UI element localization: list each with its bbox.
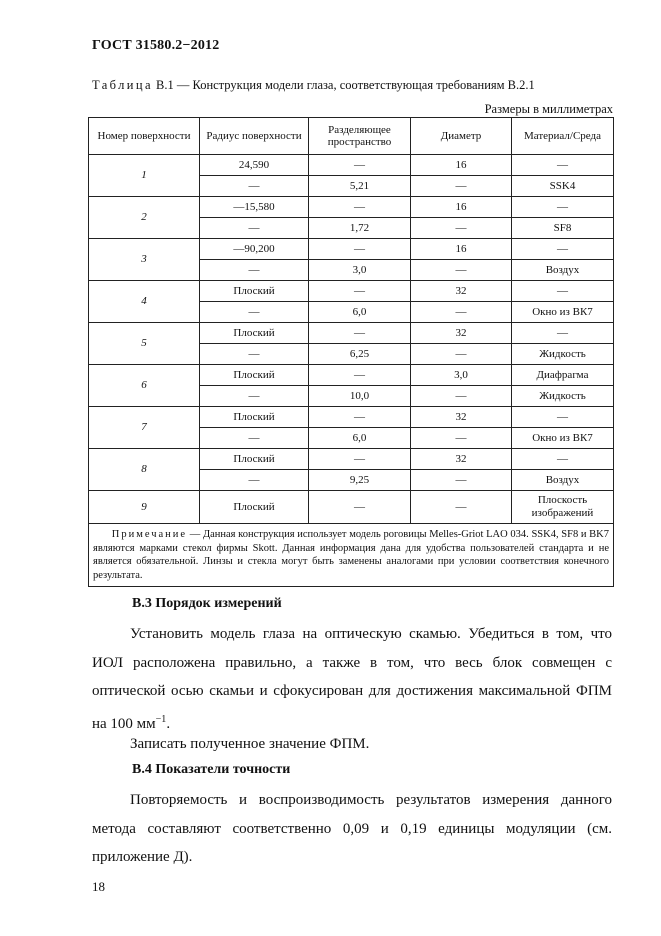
table-body	[89, 155, 614, 587]
table-row	[89, 197, 614, 218]
table-row	[89, 449, 614, 470]
table-cell: —	[200, 176, 309, 197]
table-note	[89, 524, 614, 587]
table-cell: —	[200, 302, 309, 323]
table-caption-text: В.1 — Конструкция модели глаза, соответствующая требованиям В.2.1	[152, 78, 535, 92]
surface-number-cell: 5	[89, 323, 200, 365]
table-cell: 9,25	[309, 470, 411, 491]
table-row	[89, 365, 614, 386]
table-cell: —	[411, 428, 512, 449]
table-cell: —	[411, 260, 512, 281]
eye-model-table	[88, 117, 614, 587]
table-cell: 3,0	[309, 260, 411, 281]
surface-number-cell: 3	[89, 239, 200, 281]
document-header: ГОСТ 31580.2−2012	[92, 38, 220, 53]
table-cell: —	[200, 428, 309, 449]
table-cell: 32	[411, 281, 512, 302]
table-cell: 16	[411, 155, 512, 176]
column-header: Номер поверхности	[89, 118, 200, 155]
table-cell: 1,72	[309, 218, 411, 239]
table-cell: —	[200, 218, 309, 239]
table-cell: —	[309, 197, 411, 218]
table-cell: 6,25	[309, 344, 411, 365]
table-row	[89, 323, 614, 344]
table-cell: —	[512, 323, 614, 344]
table-cell: —	[309, 323, 411, 344]
table-cell: 6,0	[309, 428, 411, 449]
table-cell: —	[512, 155, 614, 176]
table-cell: Плоский	[200, 365, 309, 386]
table-cell: SSK4	[512, 176, 614, 197]
units-note: Размеры в миллиметрах	[484, 102, 613, 116]
table-cell: 32	[411, 449, 512, 470]
column-header: Радиус поверхности	[200, 118, 309, 155]
section-b3-title: В.3 Порядок измерений	[132, 596, 282, 611]
table-cell: —	[512, 407, 614, 428]
table-cell: 24,590	[200, 155, 309, 176]
surface-number-cell: 2	[89, 197, 200, 239]
table-cell: SF8	[512, 218, 614, 239]
table-cell: Жидкость	[512, 344, 614, 365]
section-b3-paragraph-1	[92, 620, 612, 738]
table-cell: —	[309, 155, 411, 176]
page-number: 18	[92, 879, 105, 894]
table-cell: Плоскость изображений	[512, 491, 614, 524]
section-b4-paragraph-1: Повторяемость и воспроизводимость результатов измерения данного метода составляют соответственно 0,09 и 0,19 единицы модуляции (см. приложение Д).	[92, 792, 612, 865]
table-cell: —	[411, 218, 512, 239]
table-row	[89, 155, 614, 176]
table-cell: —	[512, 239, 614, 260]
table-cell: —	[411, 491, 512, 524]
table-cell: —	[411, 176, 512, 197]
table-caption-label: Таблица	[92, 78, 153, 92]
section-b3-paragraph-1-end: .	[166, 715, 171, 732]
table-cell: 16	[411, 197, 512, 218]
table-cell: —	[411, 470, 512, 491]
column-header: Диаметр	[411, 118, 512, 155]
column-header: Материал/Среда	[512, 118, 614, 155]
table-row	[89, 491, 614, 524]
table-cell: Плоский	[200, 323, 309, 344]
table-cell: Диафрагма	[512, 365, 614, 386]
table-header-row	[89, 118, 614, 155]
table-cell: —	[309, 281, 411, 302]
table-cell: 32	[411, 323, 512, 344]
table-cell: 16	[411, 239, 512, 260]
table-row	[89, 239, 614, 260]
surface-number-cell: 4	[89, 281, 200, 323]
table-cell: 3,0	[411, 365, 512, 386]
table-cell: —	[411, 302, 512, 323]
superscript: −1	[155, 713, 167, 725]
table-cell: —	[309, 491, 411, 524]
table-cell: —	[512, 281, 614, 302]
table-cell: 32	[411, 407, 512, 428]
table-cell: —	[200, 470, 309, 491]
table-cell: Плоский	[200, 491, 309, 524]
table-note-row	[89, 524, 614, 587]
table-cell: 5,21	[309, 176, 411, 197]
table-cell: —	[309, 407, 411, 428]
surface-number-cell: 1	[89, 155, 200, 197]
table-cell: Воздух	[512, 260, 614, 281]
table-cell: 10,0	[309, 386, 411, 407]
table-cell: —	[411, 386, 512, 407]
table-caption	[92, 78, 535, 93]
surface-number-cell: 7	[89, 407, 200, 449]
table-note-text: — Данная конструкция использует модель роговицы Melles-Griot LAO 034. SSK4, SF8 и BK7 являются марками стекол фирмы Skott. Данная информация дана для удобства пользователей стандарта и не является обязательной. Линзы и стекла могут быть заменены аналогами при условии соответствия конечного результата.	[93, 529, 610, 581]
table-cell: 6,0	[309, 302, 411, 323]
table-row	[89, 407, 614, 428]
table-cell: Жидкость	[512, 386, 614, 407]
table-cell: Окно из ВК7	[512, 428, 614, 449]
table-cell: —90,200	[200, 239, 309, 260]
surface-number-cell: 6	[89, 365, 200, 407]
surface-number-cell: 8	[89, 449, 200, 491]
table-cell: —	[200, 386, 309, 407]
table-cell: —	[309, 449, 411, 470]
table-cell: Окно из ВК7	[512, 302, 614, 323]
table-cell: —	[200, 344, 309, 365]
table-cell: —	[309, 365, 411, 386]
surface-number-cell: 9	[89, 491, 200, 524]
table-cell: Плоский	[200, 407, 309, 428]
table-cell: —	[411, 344, 512, 365]
table-cell: —	[200, 260, 309, 281]
section-b4-title: В.4 Показатели точности	[132, 762, 291, 777]
column-header: Разделяющее пространство	[309, 118, 411, 155]
section-b3-paragraph-2: Записать полученное значение ФПМ.	[130, 736, 370, 752]
table-cell: Плоский	[200, 281, 309, 302]
section-b3-paragraph-1-text: Установить модель глаза на оптическую скамью. Убедиться в том, что ИОЛ расположена правильно, а также в том, что весь блок совмещен с оптической осью скамьи и сфокусирован для достижения максимальной ФПМ на 100 мм	[92, 626, 612, 732]
table-cell: —	[309, 239, 411, 260]
table-cell: —	[512, 449, 614, 470]
table-row	[89, 281, 614, 302]
table-cell: —15,580	[200, 197, 309, 218]
table-cell: Плоский	[200, 449, 309, 470]
table-cell: Воздух	[512, 470, 614, 491]
table-cell: —	[512, 197, 614, 218]
table-note-label: Примечание	[111, 529, 188, 540]
